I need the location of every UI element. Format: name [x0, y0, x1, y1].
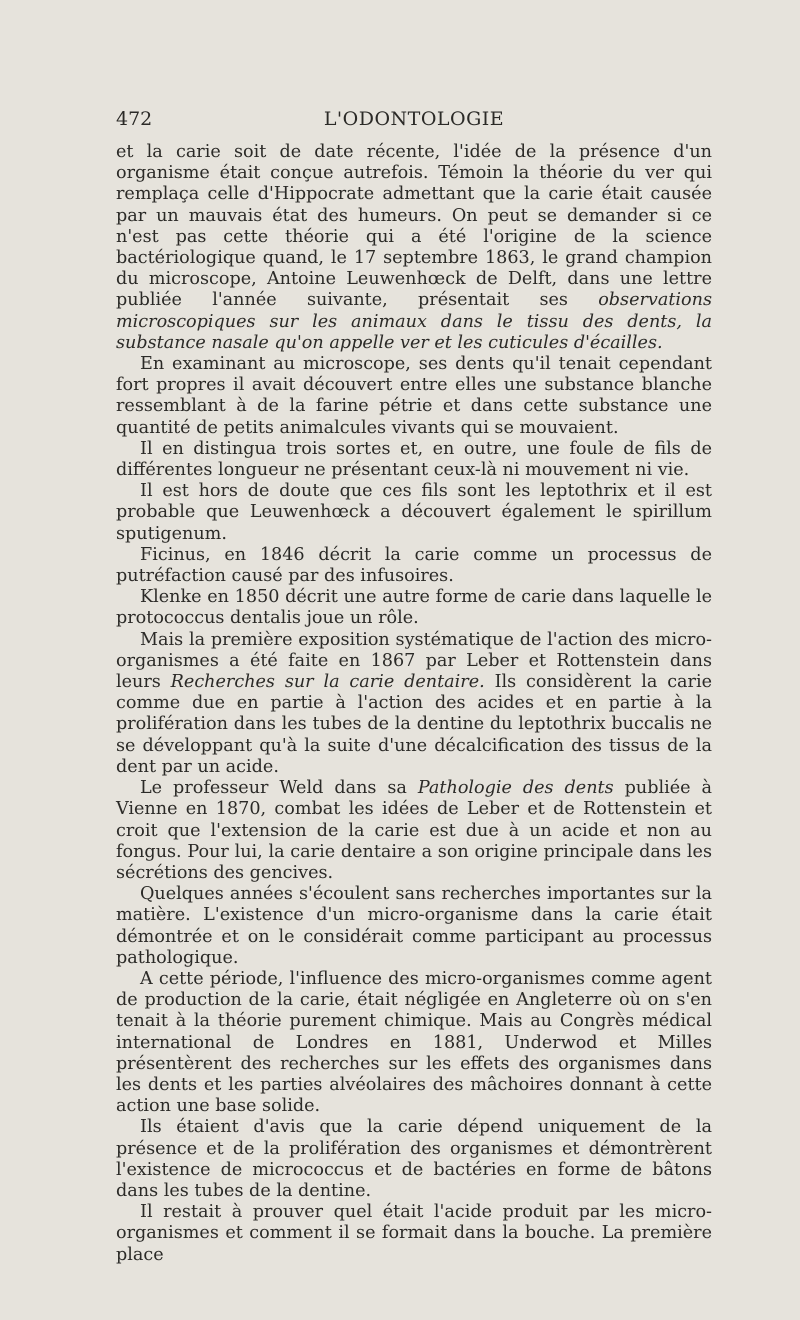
paragraph: [116, 439, 712, 481]
text-run: et la carie soit de date récente, l'idée de la présence d'un organisme était conçue autrefois. Témoin la théorie du ver qui remplaça celle d'Hippocrate admettant que la carie était causée par un mauvais état des humeurs. On peut se demander si ce n'est pas cette théorie qui a été l'origine de la science bactériologique quand, le 17 septembre 1863, le grand champion du microscope, Antoine Leuwenhœck de Delft, dans une lettre publiée l'année suivante, présentait ses: [116, 142, 712, 311]
text-run: En examinant au microscope, ses dents qu'il tenait cependant fort propres il avait découvert entre elles une substance blanche ressemblant à de la farine pétrie et dans cette substance une quantité de petits animalcules vivants qui se mouvaient.: [116, 354, 712, 438]
paragraph: [116, 354, 712, 439]
text-run: Ils étaient d'avis que la carie dépend uniquement de la présence et de la prolifération des organismes et démontrèrent l'existence de micrococcus et de bactéries en forme de bâtons dans les tubes de la dentine.: [116, 1117, 712, 1201]
text-run: Mais la première exposition systématique de l'action des micro-organismes a été faite en 1867 par Leber et Rottenstein dans leurs: [116, 629, 712, 693]
page-number: 472: [116, 108, 153, 130]
italic-title: Recherches sur la carie dentaire.: [170, 672, 485, 693]
paragraph: [116, 587, 712, 629]
paragraph: [116, 969, 712, 1117]
paragraph: [116, 884, 712, 969]
text-run: publiée à Vienne en 1870, combat les idées de Leber et de Rottenstein et croit que l'extension de la carie est due à un acide et non au fongus. Pour lui, la carie dentaire a son origine principale dans les sécrétions des gencives.: [116, 778, 712, 883]
body-text: [116, 142, 712, 1266]
running-title: L'ODONTOLOGIE: [323, 108, 505, 130]
text-run: Il en distingua trois sortes et, en outre, une foule de fils de différentes longueur ne présentant ceux-là ni mouvement ni vie.: [116, 438, 712, 481]
text-run: A cette période, l'influence des micro-organismes comme agent de production de la carie, était négligée en Angleterre où on s'en tenait à la théorie purement chimique. Mais au Congrès médical international de Londres en 1881, Underwod et Milles présentèrent des recherches sur les effets des organismes dans les dents et les parties alvéolaires des mâchoires donnant à cette action une base solide.: [116, 968, 712, 1117]
text-run: Klenke en 1850 décrit une autre forme de carie dans laquelle le protococcus dentalis joue un rôle.: [116, 587, 712, 629]
italic-title: observations microscopiques sur les animaux dans le tissu des dents, la substance nasale qu'on appelle ver et les cuticules d'écailles.: [116, 290, 712, 353]
paragraph: [116, 1117, 712, 1202]
text-run: Quelques années s'écoulent sans recherches importantes sur la matière. L'existence d'un micro-organisme dans la carie était démontrée et on le considérait comme participant au processus pathologique.: [116, 884, 712, 968]
text-run: Il est hors de doute que ces fils sont les leptothrix et il est probable que Leuwenhœck a découvert également le spirillum sputigenum.: [116, 481, 712, 544]
page-header: [116, 108, 712, 134]
text-run: Ficinus, en 1846 décrit la carie comme un processus de putréfaction causé par des infusoires.: [116, 544, 712, 587]
italic-title: Pathologie des dents: [417, 778, 614, 799]
paragraph: [116, 142, 712, 354]
text-run: Le professeur Weld dans sa: [140, 778, 418, 799]
paragraph: [116, 1202, 712, 1266]
text-run: Il restait à prouver quel était l'acide produit par les micro-organismes et comment il se formait dans la bouche. La première place: [116, 1202, 712, 1265]
paragraph: [116, 630, 712, 778]
paragraph: [116, 545, 712, 587]
text-run: Ils considèrent la carie comme due en partie à l'action des acides et en partie à la prolifération dans les tubes de la dentine du leptothrix buccalis ne se développant qu'à la suite d'une décalcification des tissus de la dent par un acide.: [116, 672, 712, 777]
paragraph: [116, 481, 712, 545]
paragraph: [116, 778, 712, 884]
